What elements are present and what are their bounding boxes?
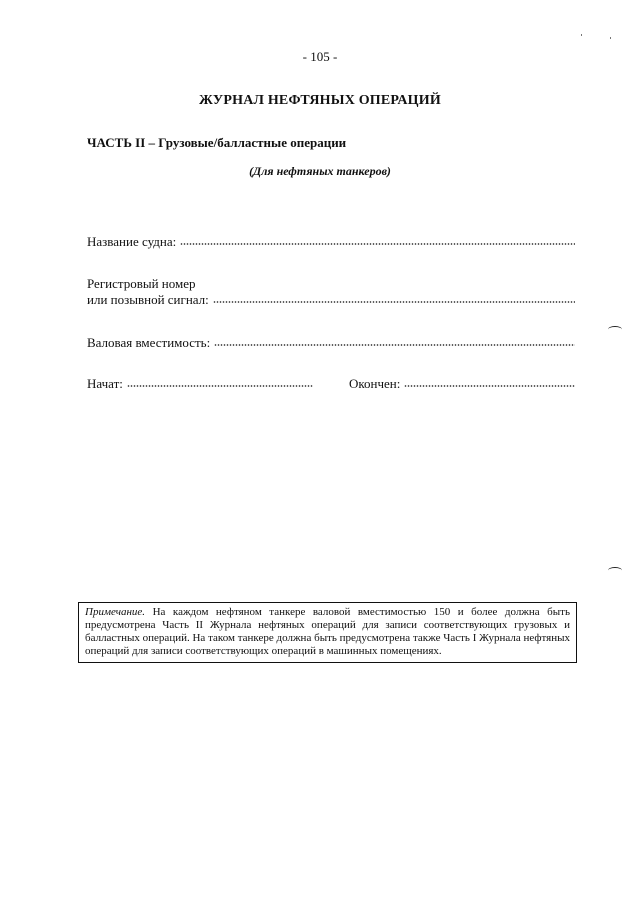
scan-edge-mark [608, 567, 622, 574]
ended-label: Окончен: [349, 376, 401, 391]
ship-name-label: Название судна: [87, 234, 177, 249]
gross-tonnage-blank [214, 343, 575, 347]
ended-blank [404, 384, 575, 388]
gross-tonnage-field [87, 336, 575, 350]
ship-name-field [87, 235, 575, 249]
part-heading: ЧАСТЬ II – Грузовые/балластные операции [87, 135, 347, 150]
scan-edge-mark [608, 326, 622, 333]
gross-tonnage-label: Валовая вместимость: [87, 335, 211, 350]
note-text: На каждом нефтяном танкере валовой вместимостью 150 и более должна быть предусмотрена Часть II Журнала нефтяных операций для записи соответствующих грузовых и балластных операций. На таком танкере должна быть предусмотрена также Часть I Журнала нефтяных операций для записи соответствующих операций в машинных помещениях. [85, 606, 570, 657]
scan-speck [610, 37, 611, 39]
ship-name-blank [180, 242, 575, 246]
reg-number-blank [213, 300, 575, 304]
note-label: Примечание. [85, 606, 146, 618]
document-title: ЖУРНАЛ НЕФТЯНЫХ ОПЕРАЦИЙ [199, 93, 441, 108]
scan-speck [581, 34, 582, 36]
page-number: - 105 - [302, 49, 338, 64]
reg-number-label-line1-row [87, 277, 575, 291]
started-label: Начат: [87, 376, 123, 391]
started-field [87, 377, 313, 391]
reg-number-label-line2: или позывной сигнал: [87, 292, 209, 307]
note-box [78, 602, 577, 663]
part-subtitle: (Для нефтяных танкеров) [249, 164, 391, 178]
reg-number-label-line1: Регистровый номер [87, 276, 196, 291]
started-blank [127, 384, 313, 388]
ended-field [349, 377, 575, 391]
reg-number-field [87, 293, 575, 307]
